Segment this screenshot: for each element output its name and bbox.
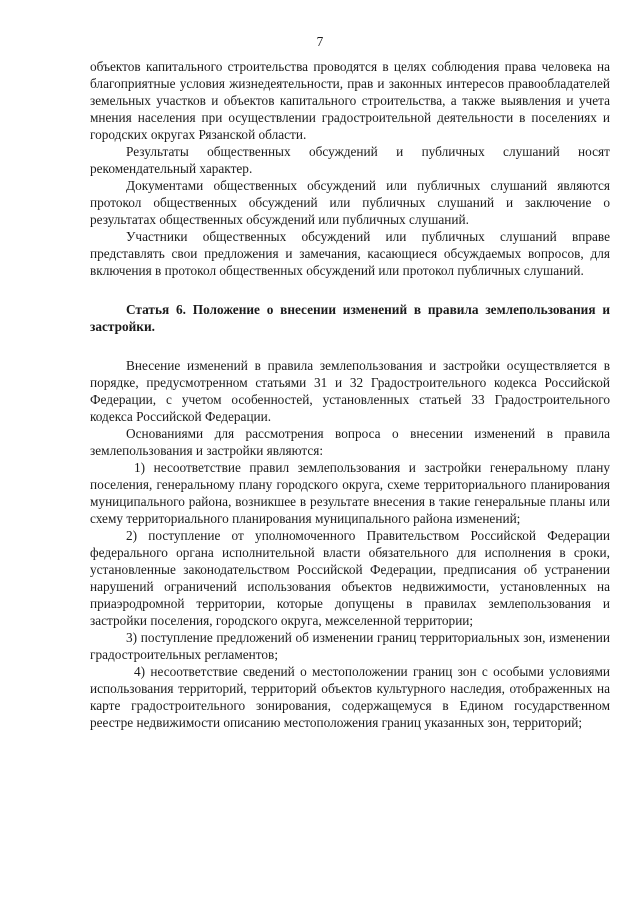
list-item-3: 3) поступление предложений об изменении границ территориальных зон, изменении градостроительных регламентов; bbox=[90, 630, 610, 662]
document-body bbox=[90, 58, 610, 731]
list-item-2: 2) поступление от уполномоченного Правительством Российской Федерации федерального органа исполнительной власти обязательного для исполнения в сроки, установленные законодательством Российской Федерации, предписания об устранении нарушений ограничений использования объектов недвижимости, установленных на приаэродромной территории, которые допущены в правилах землепользования и застройки поселения, городского округа, межселенной территории; bbox=[90, 528, 610, 628]
list-item-1: 1) несоответствие правил землепользования и застройки генеральному плану поселения, генеральному плану городского округа, схеме территориального планирования муниципального района, возникшее в результате внесения в такие генеральные планы или схему территориального планирования муниципального района изменений; bbox=[90, 460, 610, 526]
page-number: 7 bbox=[316, 34, 324, 49]
paragraph-grounds: Основаниями для рассмотрения вопроса о внесении изменений в правила землепользования и застройки являются: bbox=[90, 426, 610, 458]
article-heading: Статья 6. Положение о внесении изменений в правила землепользования и застройки. bbox=[90, 302, 610, 334]
paragraph-amendments: Внесение изменений в правила землепользования и застройки осуществляется в порядке, предусмотренном статьями 31 и 32 Градостроительного кодекса Российской Федерации, с учетом особенностей, установленных статьей 33 Градостроительного кодекса Российской Федерации. bbox=[90, 358, 610, 424]
list-item-4: 4) несоответствие сведений о местоположении границ зон с особыми условиями использования территорий, территорий объектов культурного наследия, отображенных на карте градостроительного зонирования, содержащемуся в Едином государственном реестре недвижимости описанию местоположения границ указанных зон, территорий; bbox=[90, 664, 610, 730]
paragraph-continuation: объектов капитального строительства проводятся в целях соблюдения права человека на благоприятные условия жизнедеятельности, прав и законных интересов правообладателей земельных участков и объектов капитального строительства, а также выявления и учета мнения населения при осуществлении градостроительной деятельности в поселениях и городских округах Рязанской области. bbox=[90, 59, 610, 142]
paragraph-results: Результаты общественных обсуждений и публичных слушаний носят рекомендательный характер. bbox=[90, 144, 610, 176]
paragraph-participants: Участники общественных обсуждений или публичных слушаний вправе представлять свои предложения и замечания, касающиеся обсуждаемых вопросов, для включения в протокол общественных обсуждений или протокол публичных слушаний. bbox=[90, 229, 610, 278]
paragraph-documents: Документами общественных обсуждений или публичных слушаний являются протокол общественных обсуждений или публичных слушаний и заключение о результатах общественных обсуждений или публичных слушаний. bbox=[90, 178, 610, 227]
